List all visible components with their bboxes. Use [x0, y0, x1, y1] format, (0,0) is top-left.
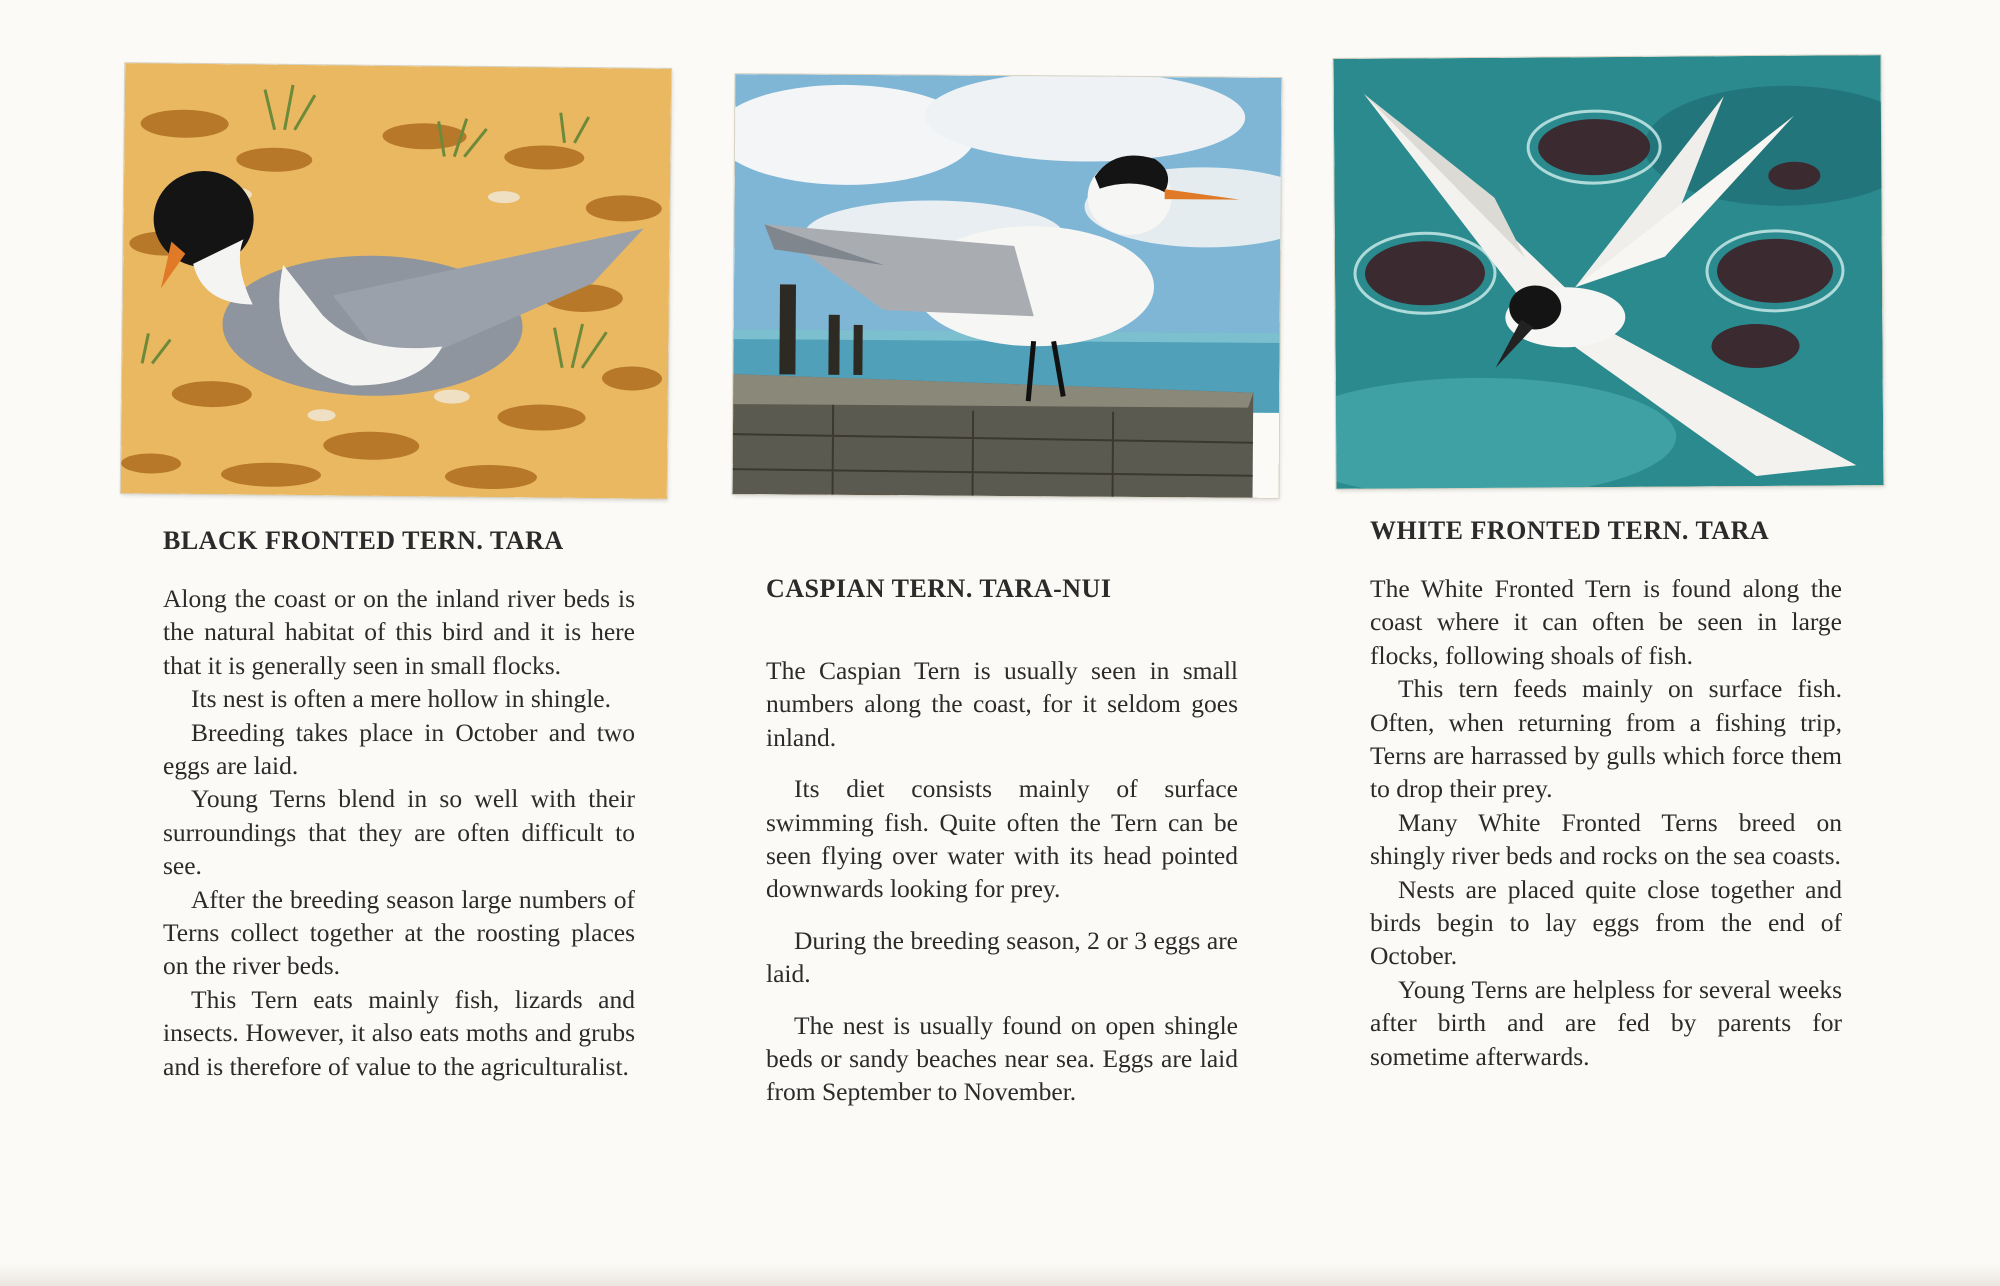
black-fronted-tern-illustration — [121, 63, 671, 499]
white-fronted-tern-column — [1370, 516, 1842, 1073]
caspian-tern-illustration — [733, 74, 1282, 498]
paragraph: Young Terns are helpless for several weeks after birth and are fed by parents for sometime afterwards. — [1370, 974, 1842, 1071]
caspian-tern-column — [766, 574, 1238, 1127]
paragraph: The nest is usually found on open shingle beds or sandy beaches near sea. Eggs are laid from September to November. — [766, 1010, 1238, 1107]
black-fronted-tern-title: BLACK FRONTED TERN. TARA — [163, 526, 564, 555]
paragraph: During the breeding season, 2 or 3 eggs are laid. — [766, 925, 1238, 989]
paragraph: This Tern eats mainly fish, lizards and insects. However, it also eats moths and grubs and is therefore of value to the agriculturalist. — [163, 984, 635, 1081]
paragraph: This tern feeds mainly on surface fish. Often, when returning from a fishing trip, Terns are harrassed by gulls which force them to drop their prey. — [1370, 674, 1842, 804]
black-fronted-tern-column — [163, 526, 635, 1083]
paragraph: Young Terns blend in so well with their surroundings that they are often difficult to see. — [163, 784, 635, 881]
paragraph: Its nest is often a mere hollow in shingle. — [191, 684, 611, 714]
white-fronted-tern-illustration — [1334, 55, 1884, 489]
paragraph: Along the coast or on the inland river beds is the natural habitat of this bird and it is here that it is generally seen in small flocks. — [163, 584, 635, 680]
paragraph: The White Fronted Tern is found along the coast where it can often be seen in large flocks, following shoals of fish. — [1370, 574, 1842, 670]
paragraph: Nests are placed quite close together and birds begin to lay eggs from the end of October. — [1370, 874, 1842, 971]
white-fronted-tern-title: WHITE FRONTED TERN. TARA — [1370, 516, 1770, 545]
paragraph: Breeding takes place in October and two eggs are laid. — [163, 717, 635, 781]
paragraph: After the breeding season large numbers of Terns collect together at the roosting places on the river beds. — [163, 884, 635, 981]
caspian-tern-title: CASPIAN TERN. TARA-NUI — [766, 574, 1112, 603]
paragraph: The Caspian Tern is usually seen in small numbers along the coast, for it seldom goes inland. — [766, 656, 1238, 752]
page-edge — [0, 1264, 2000, 1286]
paragraph: Its diet consists mainly of surface swimming fish. Quite often the Tern can be seen flying over water with its head pointed downwards looking for prey. — [766, 774, 1238, 904]
paragraph: Many White Fronted Terns breed on shingly river beds and rocks on the sea coasts. — [1370, 807, 1842, 871]
